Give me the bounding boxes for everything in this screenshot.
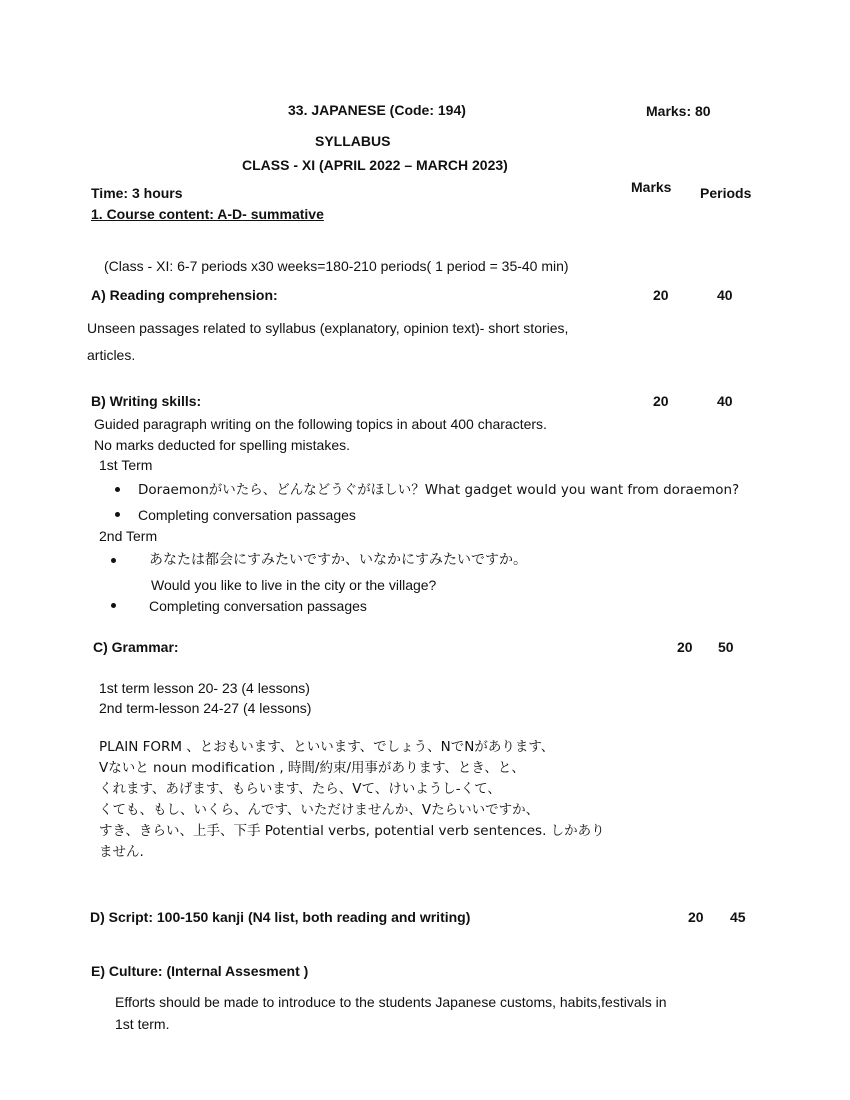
syllabus-heading: SYLLABUS	[315, 133, 391, 149]
section-a-marks: 20	[653, 287, 669, 303]
section-b-marks: 20	[653, 393, 669, 409]
section-c-periods: 50	[718, 639, 734, 655]
section-b-heading: B) Writing skills:	[91, 393, 202, 409]
grammar-list	[99, 737, 699, 863]
term2-item-2: Completing conversation passages	[149, 598, 367, 614]
grammar-line: PLAIN FORM 、とおもいます、といいます、でしょう、NでNがあります、	[99, 739, 555, 755]
term2-item-1-en: Would you like to live in the city or the village?	[151, 577, 437, 593]
bullet-icon	[115, 512, 120, 517]
term2-item-1-jp: あなたは都会にすみたいですか、いなかにすみたいですか。	[149, 552, 527, 568]
section-a-text-line1: Unseen passages related to syllabus (explanatory, opinion text)- short stories,	[87, 320, 569, 336]
class-heading: CLASS - XI (APRIL 2022 – MARCH 2023)	[242, 157, 508, 173]
grammar-line: すき、きらい、上手、下手 Potential verbs, potential verb sentences. しかあり	[99, 823, 605, 839]
term1-item-1: Doraemonがいたら、どんなどうぐがほしい？What gadget would you want from doraemon?	[138, 482, 740, 498]
section-a-periods: 40	[717, 287, 733, 303]
lesson-range-1: 1st term lesson 20- 23 (4 lessons)	[99, 680, 310, 696]
section-b-text-line2: No marks deducted for spelling mistakes.	[94, 437, 350, 453]
document-title: 33. JAPANESE (Code: 194)	[288, 102, 466, 118]
section-d-heading: D) Script: 100-150 kanji (N4 list, both reading and writing)	[90, 909, 471, 925]
section-e-heading: E) Culture: (Internal Assesment )	[91, 963, 309, 979]
section-c-marks: 20	[677, 639, 693, 655]
section-d-periods: 45	[730, 909, 746, 925]
bullet-icon	[115, 487, 120, 492]
section-e-text-line1: Efforts should be made to introduce to the students Japanese customs, habits,festivals in	[115, 994, 667, 1010]
bullet-icon	[111, 603, 116, 608]
grammar-line: ません.	[99, 844, 144, 860]
section-b-text-line1: Guided paragraph writing on the following topics in about 400 characters.	[94, 416, 547, 432]
section-b-periods: 40	[717, 393, 733, 409]
section-a-heading: A) Reading comprehension:	[91, 287, 278, 303]
bullet-icon	[111, 558, 116, 563]
lesson-range-2: 2nd term-lesson 24-27 (4 lessons)	[99, 700, 312, 716]
grammar-line: くても、もし、いくら、んです、いただけませんか、Vたらいいですか、	[99, 802, 540, 818]
periods-column-header: Periods	[700, 185, 752, 201]
section-a-text-line2: articles.	[87, 347, 136, 363]
periods-note: (Class - XI: 6-7 periods x30 weeks=180-210 periods( 1 period = 35-40 min)	[104, 258, 569, 274]
course-content-heading: 1. Course content: A-D- summative	[91, 206, 324, 222]
grammar-line: Vないと noun modification , 時間/約束/用事があります、とき、と、	[99, 760, 525, 776]
term2-label: 2nd Term	[99, 528, 158, 544]
marks-column-header: Marks	[631, 179, 672, 195]
section-d-marks: 20	[688, 909, 704, 925]
section-e-text-line2: 1st term.	[115, 1016, 170, 1032]
time-label: Time: 3 hours	[91, 185, 183, 201]
grammar-line: くれます、あげます、もらいます、たら、Vて、けいようし-くて、	[99, 781, 501, 797]
term1-item-2: Completing conversation passages	[138, 507, 356, 523]
term1-label: 1st Term	[99, 457, 153, 473]
total-marks: Marks: 80	[646, 103, 711, 119]
section-c-heading: C) Grammar:	[93, 639, 179, 655]
